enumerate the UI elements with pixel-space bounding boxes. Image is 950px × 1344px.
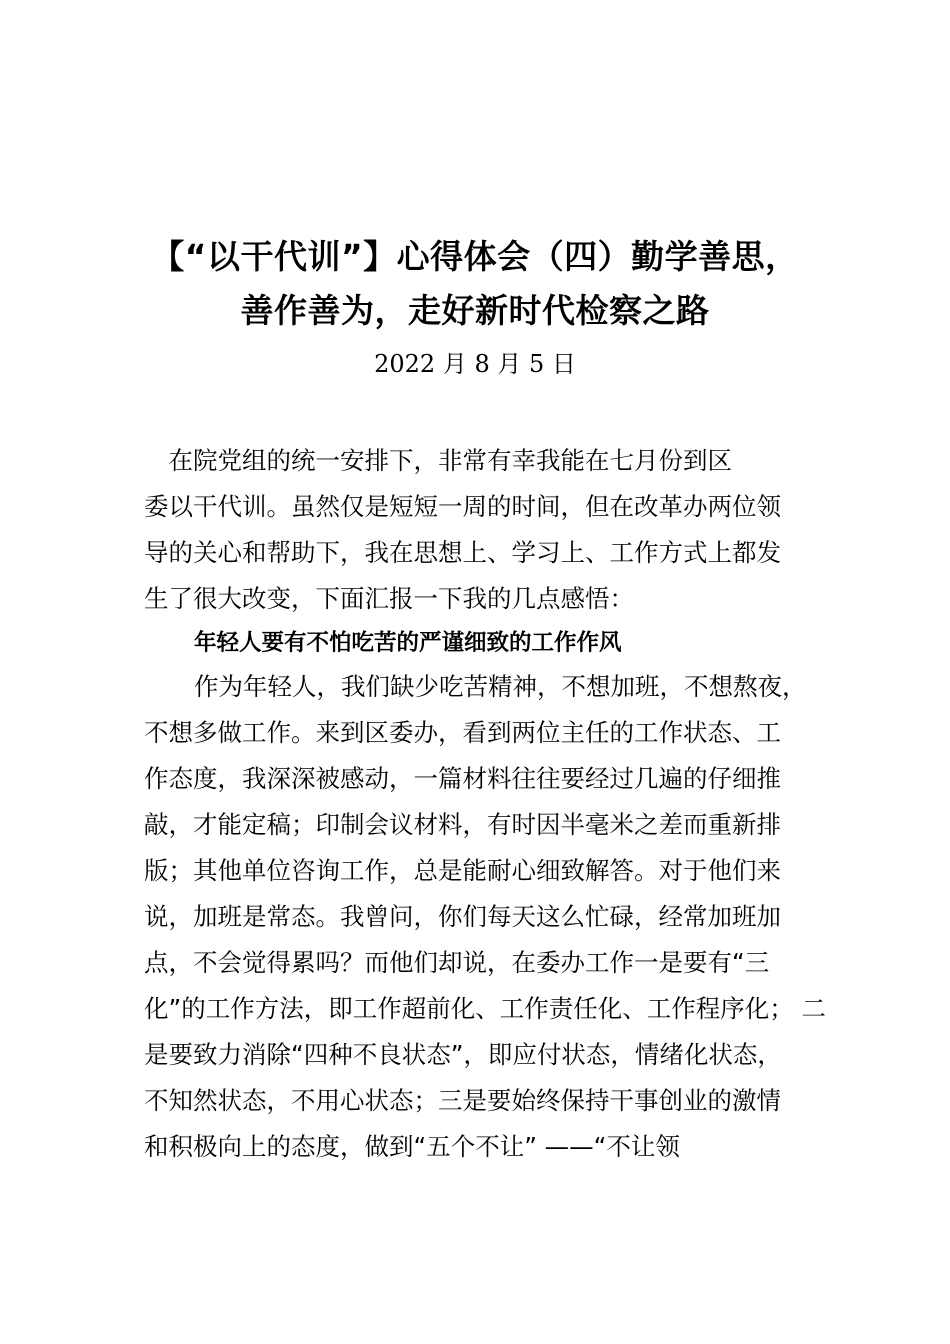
paragraph-line: 不知然状态，不用心状态；三是要始终保持干事创业的激情: [144, 1086, 781, 1115]
paragraph-line: 化”的工作方法，即工作超前化、工作责任化、工作程序化； 二: [144, 994, 826, 1023]
paragraph-line: 作为年轻人，我们缺少吃苦精神，不想加班，不想熬夜，: [194, 672, 807, 701]
paragraph-line: 在院党组的统一安排下，非常有幸我能在七月份到区: [144, 446, 732, 475]
paragraph-line: 导的关心和帮助下，我在思想上、学习上、工作方式上都发: [144, 538, 781, 567]
section-heading: 年轻人要有不怕吃苦的严谨细致的工作作风: [194, 630, 622, 656]
paragraph-line: 说，加班是常态。我曾问，你们每天这么忙碌，经常加班加: [144, 902, 781, 931]
paragraph-line: 生了很大改变，下面汇报一下我的几点感悟：: [144, 584, 634, 613]
paragraph-line: 版；其他单位咨询工作，总是能耐心细致解答。对于他们来: [144, 856, 781, 885]
paragraph-line: 是要致力消除“四种不良状态”，即应付状态，情绪化状态，: [144, 1040, 782, 1069]
paragraph-line: 和积极向上的态度，做到“五个不让” ——“不让领: [144, 1132, 680, 1161]
paragraph-line: 敲，才能定稿；印制会议材料，有时因半毫米之差而重新排: [144, 810, 781, 839]
paragraph-line: 委以干代训。虽然仅是短短一周的时间，但在改革办两位领: [144, 492, 781, 521]
paragraph-line: 不想多做工作。来到区委办，看到两位主任的工作状态、工: [144, 718, 781, 747]
paragraph-line: 点，不会觉得累吗？而他们却说，在委办工作一是要有“三: [144, 948, 770, 977]
document-title-line-2: 善作善为，走好新时代检察之路: [240, 291, 710, 330]
paragraph-line: 作态度，我深深被感动，一篇材料往往要经过几遍的仔细推: [144, 764, 781, 793]
document-date: 2022 月 8 月 5 日: [374, 350, 576, 378]
document-title-line-1: 【“以干代训”】心得体会（四）勤学善思，: [151, 237, 799, 276]
